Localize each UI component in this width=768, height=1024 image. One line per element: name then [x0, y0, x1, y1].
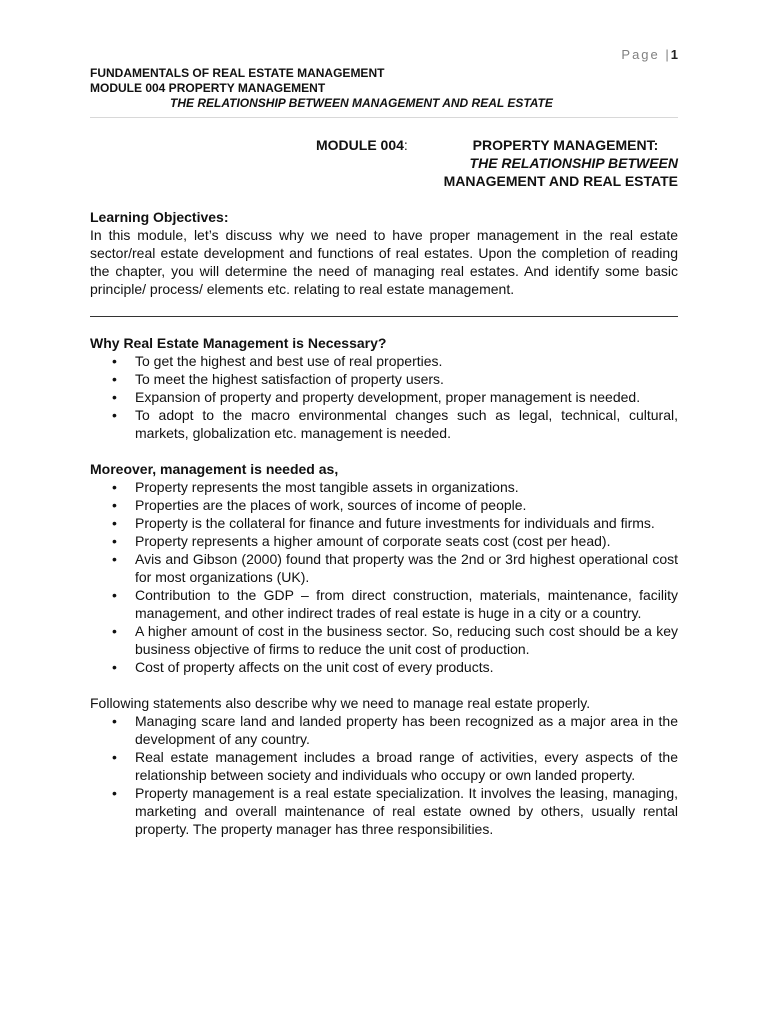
- why-section-list: [90, 352, 678, 442]
- list-item-text: To adopt to the macro environmental changes such as legal, technical, cultural, markets, globalization etc. management is needed.: [135, 407, 678, 441]
- module-subtitle-line1: THE RELATIONSHIP BETWEEN: [469, 155, 678, 171]
- page-number-value: 1: [670, 47, 678, 62]
- following-section-list: [90, 712, 678, 838]
- list-item: [90, 550, 678, 586]
- list-item-text: To meet the highest satisfaction of property users.: [135, 371, 444, 387]
- learning-objectives-text: In this module, let’s discuss why we need to have proper management in the real estate sector/real estate development and functions of real estates. Upon the completion of reading the chapter, you will determine the need of managing real estates. And identify some basic principle/ process/ elements etc. relating to real estate management.: [90, 227, 678, 297]
- list-item: [90, 658, 678, 676]
- bullet-icon: •: [112, 659, 117, 675]
- list-item-text: Managing scare land and landed property has been recognized as a major area in the development of any country.: [135, 713, 678, 747]
- module-title: PROPERTY MANAGEMENT:: [472, 137, 659, 153]
- moreover-section-list: [90, 478, 678, 676]
- list-item: [90, 532, 678, 550]
- list-item: [90, 388, 678, 406]
- section-divider: [90, 316, 678, 317]
- module-title-block: [90, 136, 678, 192]
- document-body: [90, 208, 678, 838]
- bullet-icon: •: [112, 749, 117, 765]
- bullet-icon: •: [112, 551, 117, 567]
- list-item: [90, 622, 678, 658]
- header-divider: [90, 117, 678, 118]
- module-number: MODULE 004: [316, 137, 404, 153]
- list-item: [90, 478, 678, 496]
- module-label: [316, 136, 408, 154]
- bullet-icon: •: [112, 713, 117, 729]
- list-item: [90, 784, 678, 838]
- module-title-lines: [444, 136, 678, 190]
- page-number: [621, 47, 678, 62]
- list-item-text: Property represents the most tangible assets in organizations.: [135, 479, 519, 495]
- list-item: [90, 514, 678, 532]
- bullet-icon: •: [112, 353, 117, 369]
- list-item-text: Property is the collateral for finance and future investments for individuals and firms.: [135, 515, 655, 531]
- list-item-text: Property represents a higher amount of corporate seats cost (cost per head).: [135, 533, 611, 549]
- bullet-icon: •: [112, 515, 117, 531]
- bullet-icon: •: [112, 533, 117, 549]
- bullet-icon: •: [112, 785, 117, 801]
- list-item: [90, 712, 678, 748]
- bullet-icon: •: [112, 497, 117, 513]
- list-item-text: Expansion of property and property development, proper management is needed.: [135, 389, 641, 405]
- module-subtitle-line2: MANAGEMENT AND REAL ESTATE: [443, 173, 678, 189]
- list-item: [90, 496, 678, 514]
- list-item-text: To get the highest and best use of real properties.: [135, 353, 443, 369]
- list-item-text: Avis and Gibson (2000) found that property was the 2nd or 3rd highest operational cost for most organizations (UK).: [135, 551, 678, 585]
- running-header: [90, 66, 678, 111]
- module-colon: :: [403, 137, 408, 153]
- list-item-text: Real estate management includes a broad range of activities, every aspects of the relationship between society and individuals who occupy or own landed property.: [135, 749, 678, 783]
- bullet-icon: •: [112, 371, 117, 387]
- bullet-icon: •: [112, 587, 117, 603]
- list-item: [90, 406, 678, 442]
- list-item-text: A higher amount of cost in the business sector. So, reducing such cost should be a key business objective of firms to reduce the unit cost of production.: [135, 623, 678, 657]
- header-subtitle: THE RELATIONSHIP BETWEEN MANAGEMENT AND REAL ESTATE: [170, 96, 553, 110]
- list-item: [90, 370, 678, 388]
- header-module-title: MODULE 004 PROPERTY MANAGEMENT: [90, 81, 326, 95]
- list-item-text: Property management is a real estate specialization. It involves the leasing, managing, marketing and overall maintenance of real estate owned by others, usually rental property. The property manager has three responsibilities.: [135, 785, 678, 837]
- why-section-heading: Why Real Estate Management is Necessary?: [90, 335, 387, 351]
- learning-objectives-heading: Learning Objectives:: [90, 209, 229, 225]
- list-item-text: Properties are the places of work, sources of income of people.: [135, 497, 527, 513]
- list-item: [90, 748, 678, 784]
- moreover-section-heading: Moreover, management is needed as,: [90, 461, 339, 477]
- bullet-icon: •: [112, 623, 117, 639]
- page-number-label: Page |: [621, 47, 671, 62]
- list-item: [90, 586, 678, 622]
- bullet-icon: •: [112, 479, 117, 495]
- bullet-icon: •: [112, 389, 117, 405]
- list-item: [90, 352, 678, 370]
- bullet-icon: •: [112, 407, 117, 423]
- following-section-intro: Following statements also describe why we need to manage real estate properly.: [90, 695, 591, 711]
- list-item-text: Contribution to the GDP – from direct construction, materials, maintenance, facility management, and other indirect trades of real estate is huge in a city or a country.: [135, 587, 678, 621]
- list-item-text: Cost of property affects on the unit cost of every products.: [135, 659, 494, 675]
- header-course-title: FUNDAMENTALS OF REAL ESTATE MANAGEMENT: [90, 66, 385, 80]
